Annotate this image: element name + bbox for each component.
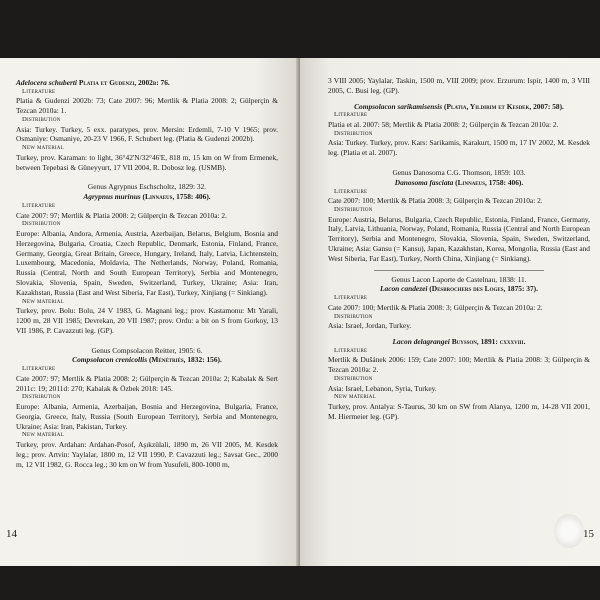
distribution-label: Distribution	[334, 129, 373, 137]
watermark-emblem-icon	[554, 514, 584, 548]
new-material-label: New material	[22, 297, 64, 305]
genus-heading-agrypnus: Genus Agrypnus Eschscholtz, 1829: 32.	[87, 182, 207, 192]
species-heading-adelocera: Adelocera schuberti Platia et Gudenzi, 2002b: 76.	[16, 78, 170, 87]
species-heading-sarikamisensis: Compsolacon sarikamisensis (Platia, Yildirim et Kesdek, 2007: 58).	[354, 101, 564, 111]
new-material-label: New material	[334, 393, 376, 401]
literature-label: Literature	[22, 202, 56, 209]
continuation-text: 3 VIII 2005; Yaylalar, Taskin, 1500 m, VIII 2009; prov. Erzurum: Ispir, 1400 m, 3 VIII 2005, C. Busi leg. (GP).	[328, 76, 590, 95]
distribution-label: Distribution	[22, 220, 61, 228]
right-page	[300, 58, 600, 566]
page-number-left: 14	[6, 528, 17, 540]
species-heading-lacon-delagrangei: Lacon delagrangei Buysson, 1891: cxxxviii.	[392, 337, 526, 346]
literature-label: Literature	[22, 365, 56, 373]
left-column	[16, 76, 278, 469]
distribution-label: Distribution	[334, 312, 373, 320]
distribution-text: Asia: Israel, Jordan, Turkey.	[328, 321, 412, 331]
literature-text: Mertlik & Dušánek 2006: 159; Cate 2007: 100; Mertlik & Platia 2008: 3; Gülperçin & Tezcan 2010a: 2.	[328, 355, 590, 375]
literature-label: Literature	[334, 346, 368, 354]
species-heading-compsolacon: Compsolacon crenicollis (Ménétriés, 1832: 156).	[72, 355, 222, 365]
new-material-text: Turkey, prov. Bolu: Bolu, 24 V 1983, G. Magnani leg.; prov. Kastamonu: Mt Yarali, 1200 m, 28 VII 1985; Devrekan, 20 VII 1987; prov. Ordu: a bit on S from Gorkoy, 13 VII 1986, P. Cavazzuti leg. (GP).	[16, 306, 278, 335]
new-material-text: Turkey, prov. Karaman: to light, 36°42'N/32°46'E, 818 m, 15 km on W from Ermenek, between Tepebasi & Güneyyurt, 17 VII 2004, R. Dobosz leg. (USMB).	[16, 152, 278, 172]
species-heading-lacon-candezei: Lacon candezei (Desbrochers des Loges, 1875: 37).	[380, 284, 538, 294]
literature-label: Literature	[334, 294, 368, 302]
distribution-text: Europe: Austria, Belarus, Bulgaria, Czech Republic, Estonia, Finland, France, Germany, Italy, Latvia, Lithuania, Norway, Poland, Romania, Russia (Central and North European Territory), Serbia and Montenegro, Slovakia, Slovenia, Spain, Sweden, Switzerland, Ukraine; Asia: Gansu (= Kansu), Japan, Kazakhstan, Korea, Mongolia, Russia (East and West Siberia, Far East), Turkey, North China, Xinjiang (= Sinkiang).	[328, 214, 590, 263]
left-page	[0, 58, 300, 566]
distribution-text: Asia: Turkey. Turkey, 5 exx. paratypes, prov. Mersin: Erdemli, 7-10 V 1965; prov. Osmaniye: Osmaniye, 20-23 V 1966, F. Schubert leg. (Platia & Gudenzi 2002b).	[16, 124, 278, 144]
book-spread	[0, 58, 600, 566]
distribution-label: Distribution	[22, 393, 61, 401]
species-heading-danosoma: Danosoma fasciata (Linnaeus, 1758: 406).	[394, 177, 524, 187]
species-heading-agrypnus: Agrypnus murinus (Linnaeus, 1758: 406).	[83, 192, 211, 202]
distribution-text: Europe: Albania, Andora, Armenia, Austria, Azerbaijan, Belarus, Belgium, Bosnia and Herzegovina, Bulgaria, Croatia, Czech Republic, Denmark, Estonia, Finland, France, Germany, Georgia, Great Britain, Greece, Hungary, Ireland, Italy, Latvia, Lichtenstein, Luxembourg, Macedonia, Moldavia, The Netherlands, Norway, Poland, Romania, Russia (Central, North and South European Territory), Serbia and Montenegro, Slovakia, Slovenia, Spain, Sweden, Switzerland, Turkey, Ukraine; Asia: Iran, Kazakhstan, Russia (East and West Siberia, Far East), Turkey, Xinjiang (= Sinkiang).	[16, 229, 278, 297]
literature-text: Cate 2007: 100; Mertlik & Platia 2008: 3; Gülperçin & Tezcan 2010a: 2.	[328, 196, 543, 206]
literature-text: Platia et al. 2007: 58; Mertlik & Platia 2008: 2; Gülperçin & Tezcan 2010a: 2.	[328, 120, 559, 129]
literature-text: Cate 2007: 97; Mertlik & Platia 2008: 2; Gülperçin & Tezcan 2010a: 2.	[16, 210, 227, 220]
distribution-label: Distribution	[334, 206, 373, 213]
distribution-text: Asia: Turkey. Turkey, prov. Kars: Sarikamis, Karakurt, 1500 m, 17 IV 2002, M. Kesdek leg. (Platia et al. 2007).	[328, 138, 590, 158]
distribution-text: Europe: Albania, Armenia, Azerbaijan, Bosnia and Herzegovina, Bulgaria, France, Georgia, Greece, Italy, Russia (South European Territory), Serbia and Montenegro, Ukraine; Asia: Iran, Pakistan, Turkey.	[16, 402, 278, 431]
distribution-text: Asia: Israel, Lebanon, Syria, Turkey.	[328, 383, 437, 393]
literature-text: Cate 2007: 97; Mertlik & Platia 2008: 2; Gülperçin & Tezcan 2010a: 2; Kabalak & Sert 2011c: 19; 2011d: 270; Kabalak & Özbek 2018: 145.	[16, 373, 278, 393]
page-number-right: 15	[583, 528, 594, 540]
literature-label: Literature	[334, 111, 368, 119]
genus-heading-compsolacon: Genus Compsolacon Reitter, 1905: 6.	[91, 345, 203, 355]
literature-text: Platia & Gudenzi 2002b: 73; Cate 2007: 96; Mertlik & Platia 2008: 2; Gülperçin & Tezcan 2010a: 1.	[16, 96, 278, 116]
new-material-label: New material	[22, 431, 64, 439]
literature-label: Literature	[334, 187, 368, 195]
literature-text: Cate 2007: 100; Mertlik & Platia 2008: 3; Gülperçin & Tezcan 2010a: 2.	[328, 302, 543, 312]
distribution-label: Distribution	[22, 116, 61, 123]
divider	[374, 270, 544, 271]
new-material-text: Turkey, prov. Antalya: S-Taurus, 30 km on SW from Alanya, 1200 m, 14-28 VII 2001, M. Hiermeier leg. (GP).	[328, 402, 590, 421]
genus-heading-danosoma: Genus Danosoma C.G. Thomson, 1859: 103.	[392, 168, 526, 177]
literature-label: Literature	[22, 87, 56, 95]
distribution-label: Distribution	[334, 375, 373, 382]
new-material-text: Turkey, prov. Ardahan: Ardahan-Posof, Aşıkzülali, 1890 m, 26 VII 2005, M. Kesdek leg.; prov. Artvin: Yaylalar, 1800 m, 12 VII 1990, P. Cavazzuti leg.; Savsat Gec., 2000 m, 12 VII 1982, G. Rocca leg.; 30 km on W from Yusufeli, 800-1000 m,	[16, 440, 278, 469]
right-column	[328, 76, 590, 422]
genus-heading-lacon: Genus Lacon Laporte de Castelnau, 1838: 11.	[391, 274, 527, 284]
new-material-label: New material	[22, 144, 64, 152]
